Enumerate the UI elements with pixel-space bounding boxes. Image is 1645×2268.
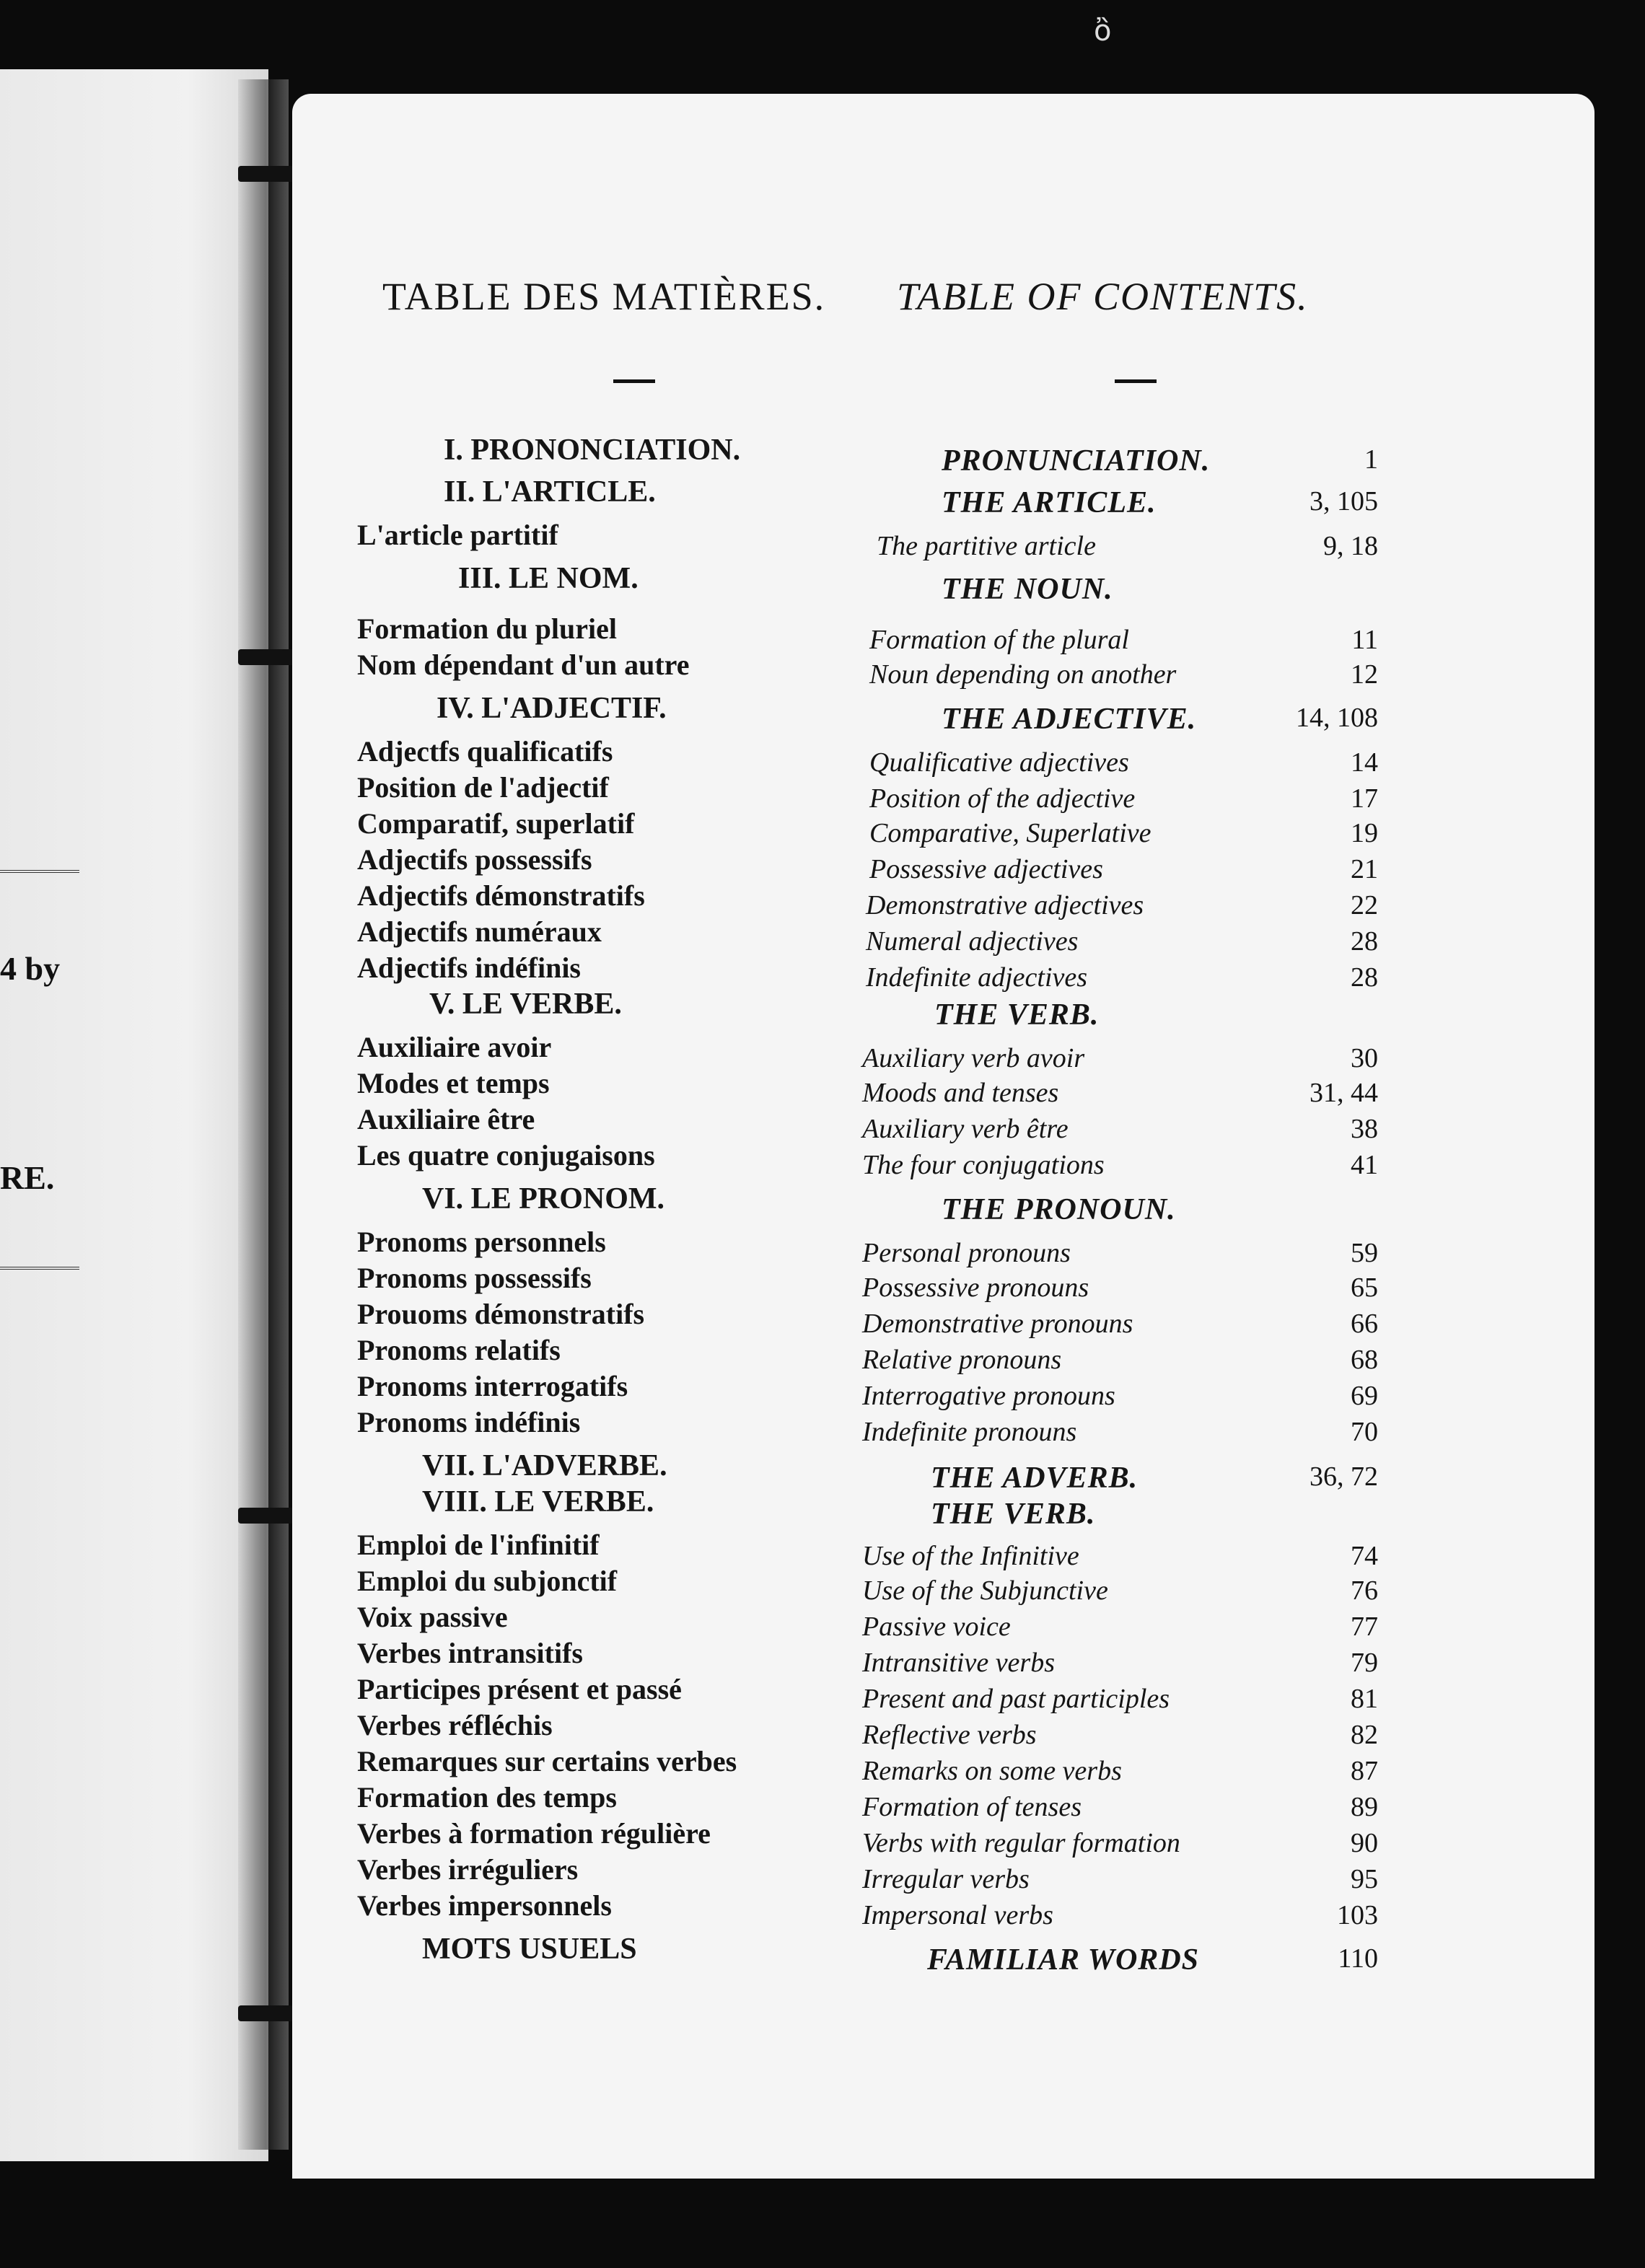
binding-stitch <box>238 1508 296 1524</box>
english-entry: Possessive adjectives <box>869 854 1103 884</box>
french-entry: Modes et temps <box>357 1067 550 1099</box>
page-number: 76 <box>1351 1575 1378 1606</box>
french-section-heading: VI. LE PRONOM. <box>422 1182 664 1216</box>
english-section-heading: PRONUNCIATION. <box>942 444 1211 478</box>
french-entry: Position de l'adjectif <box>357 771 609 804</box>
french-entry: Formation des temps <box>357 1781 617 1814</box>
english-entry: Intransitive verbs <box>862 1648 1056 1678</box>
french-entry: Pronoms possessifs <box>357 1262 592 1294</box>
french-section-heading: V. LE VERBE. <box>429 988 622 1021</box>
page-number: 66 <box>1351 1309 1378 1339</box>
french-entry: Adjectifs indéfinis <box>357 951 581 984</box>
english-section-heading: FAMILIAR WORDS <box>927 1943 1200 1977</box>
english-entry: Auxiliary verb être <box>862 1114 1069 1144</box>
english-entry: Qualificative adjectives <box>869 747 1129 778</box>
english-section-heading: THE NOUN. <box>942 573 1113 606</box>
page-number: 87 <box>1351 1756 1378 1786</box>
page-number: 38 <box>1351 1114 1378 1144</box>
english-section-heading: THE VERB. <box>931 1498 1096 1531</box>
english-entry: Use of the Subjunctive <box>862 1575 1108 1606</box>
english-section-heading: THE ARTICLE. <box>942 486 1157 519</box>
prev-page-fragment: RE. <box>0 1159 55 1196</box>
top-margin-mark: ὂ <box>1094 14 1112 48</box>
french-entry: Pronoms indéfinis <box>357 1406 581 1438</box>
french-entry: Adjectifs possessifs <box>357 843 592 876</box>
english-entry: Passive voice <box>862 1612 1011 1642</box>
french-entry: Verbes réfléchis <box>357 1709 553 1741</box>
french-section-heading: II. L'ARTICLE. <box>444 475 656 509</box>
french-section-heading: IV. L'ADJECTIF. <box>437 692 667 725</box>
contents-page <box>292 94 1594 2179</box>
french-entry: Les quatre conjugaisons <box>357 1139 655 1172</box>
page-number: 70 <box>1351 1417 1378 1447</box>
english-entry: The four conjugations <box>862 1150 1105 1180</box>
divider <box>0 1267 79 1270</box>
english-entry: Reflective verbs <box>862 1720 1037 1750</box>
french-entry: Formation du pluriel <box>357 612 618 645</box>
english-entry: Auxiliary verb avoir <box>862 1043 1085 1073</box>
french-entry: Voix passive <box>357 1601 508 1633</box>
title-dash <box>613 379 655 383</box>
page-number: 36, 72 <box>1310 1462 1378 1492</box>
page-number: 31, 44 <box>1310 1078 1378 1108</box>
english-entry: Moods and tenses <box>862 1078 1059 1108</box>
english-entry: Relative pronouns <box>862 1345 1062 1375</box>
title-dash <box>1115 379 1157 383</box>
english-entry: Indefinite adjectives <box>866 962 1088 993</box>
english-section-heading: THE ADJECTIVE. <box>942 703 1197 736</box>
french-section-heading: VII. L'ADVERBE. <box>422 1449 667 1482</box>
french-entry: L'article partitif <box>357 519 558 551</box>
page-number: 103 <box>1337 1900 1378 1930</box>
english-entry: Demonstrative adjectives <box>866 890 1144 920</box>
english-section-heading: THE PRONOUN. <box>942 1193 1176 1226</box>
english-entry: The partitive article <box>877 531 1096 561</box>
french-entry: Participes présent et passé <box>357 1673 682 1705</box>
english-entry: Verbs with regular formation <box>862 1828 1180 1858</box>
binding-gutter <box>238 79 289 2150</box>
english-entry: Comparative, Superlative <box>869 818 1152 848</box>
english-entry: Present and past participles <box>862 1684 1170 1714</box>
english-entry: Formation of the plural <box>869 625 1129 655</box>
page-number: 14, 108 <box>1296 703 1378 733</box>
french-entry: Verbes irréguliers <box>357 1853 579 1886</box>
french-entry: Pronoms relatifs <box>357 1334 561 1366</box>
page-number: 12 <box>1351 659 1378 690</box>
french-entry: Verbes impersonnels <box>357 1889 612 1922</box>
french-entry: Prouoms démonstratifs <box>357 1298 645 1330</box>
french-entry: Auxiliaire avoir <box>357 1031 552 1063</box>
binding-stitch <box>238 166 296 182</box>
page-number: 90 <box>1351 1828 1378 1858</box>
french-entry: Comparatif, superlatif <box>357 807 635 840</box>
page-number: 41 <box>1351 1150 1378 1180</box>
page-number: 11 <box>1351 625 1378 655</box>
page-number: 30 <box>1351 1043 1378 1073</box>
page-number: 79 <box>1351 1648 1378 1678</box>
page-number: 21 <box>1351 854 1378 884</box>
english-entry: Formation of tenses <box>862 1792 1082 1822</box>
page-number: 89 <box>1351 1792 1378 1822</box>
page-number: 82 <box>1351 1720 1378 1750</box>
english-entry: Personal pronouns <box>862 1238 1071 1268</box>
french-entry: Adjectifs démonstratifs <box>357 879 645 912</box>
french-section-heading: MOTS USUELS <box>422 1933 637 1966</box>
english-entry: Possessive pronouns <box>862 1273 1089 1303</box>
page-number: 19 <box>1351 818 1378 848</box>
prev-page-fragment: 4 by <box>0 950 61 987</box>
binding-stitch <box>238 649 296 665</box>
english-title: TABLE OF CONTENTS. <box>897 275 1309 318</box>
english-entry: Demonstrative pronouns <box>862 1309 1133 1339</box>
english-entry: Position of the adjective <box>869 783 1136 814</box>
binding-stitch <box>238 2005 296 2021</box>
page-number: 74 <box>1351 1541 1378 1571</box>
french-entry: Verbes à formation régulière <box>357 1817 711 1850</box>
english-entry: Remarks on some verbs <box>862 1756 1122 1786</box>
page-number: 9, 18 <box>1323 531 1378 561</box>
page-number: 28 <box>1351 962 1378 993</box>
english-entry: Indefinite pronouns <box>862 1417 1077 1447</box>
page-number: 68 <box>1351 1345 1378 1375</box>
page-number: 28 <box>1351 926 1378 957</box>
french-entry: Adjectifs numéraux <box>357 915 602 948</box>
page-number: 110 <box>1338 1943 1378 1974</box>
french-section-heading: I. PRONONCIATION. <box>444 434 741 467</box>
page-number: 22 <box>1351 890 1378 920</box>
page-number: 77 <box>1351 1612 1378 1642</box>
page-number: 59 <box>1351 1238 1378 1268</box>
english-entry: Impersonal verbs <box>862 1900 1053 1930</box>
page-number: 14 <box>1351 747 1378 778</box>
page-number: 17 <box>1351 783 1378 814</box>
page-number: 1 <box>1364 444 1378 475</box>
french-entry: Remarques sur certains verbes <box>357 1745 737 1777</box>
english-entry: Use of the Infinitive <box>862 1541 1079 1571</box>
page-number: 65 <box>1351 1273 1378 1303</box>
french-entry: Verbes intransitifs <box>357 1637 583 1669</box>
page-number: 95 <box>1351 1864 1378 1894</box>
french-entry: Auxiliaire être <box>357 1103 535 1135</box>
french-entry: Emploi de l'infinitif <box>357 1529 600 1561</box>
french-title: TABLE DES MATIÈRES. <box>382 275 826 318</box>
page-number: 3, 105 <box>1310 486 1378 517</box>
divider <box>0 870 79 873</box>
english-section-heading: THE ADVERB. <box>931 1462 1139 1495</box>
english-entry: Irregular verbs <box>862 1864 1030 1894</box>
page-number: 81 <box>1351 1684 1378 1714</box>
french-entry: Pronoms interrogatifs <box>357 1370 628 1402</box>
french-section-heading: III. LE NOM. <box>458 562 639 595</box>
english-entry: Interrogative pronouns <box>862 1381 1115 1411</box>
french-entry: Pronoms personnels <box>357 1226 606 1258</box>
french-entry: Adjectfs qualificatifs <box>357 735 613 768</box>
french-entry: Nom dépendant d'un autre <box>357 649 690 681</box>
previous-page-edge <box>0 69 268 2161</box>
page-number: 69 <box>1351 1381 1378 1411</box>
french-section-heading: VIII. LE VERBE. <box>422 1485 654 1518</box>
english-entry: Numeral adjectives <box>866 926 1079 957</box>
french-entry: Emploi du subjonctif <box>357 1565 618 1597</box>
english-entry: Noun depending on another <box>869 659 1177 690</box>
english-section-heading: THE VERB. <box>934 998 1100 1032</box>
